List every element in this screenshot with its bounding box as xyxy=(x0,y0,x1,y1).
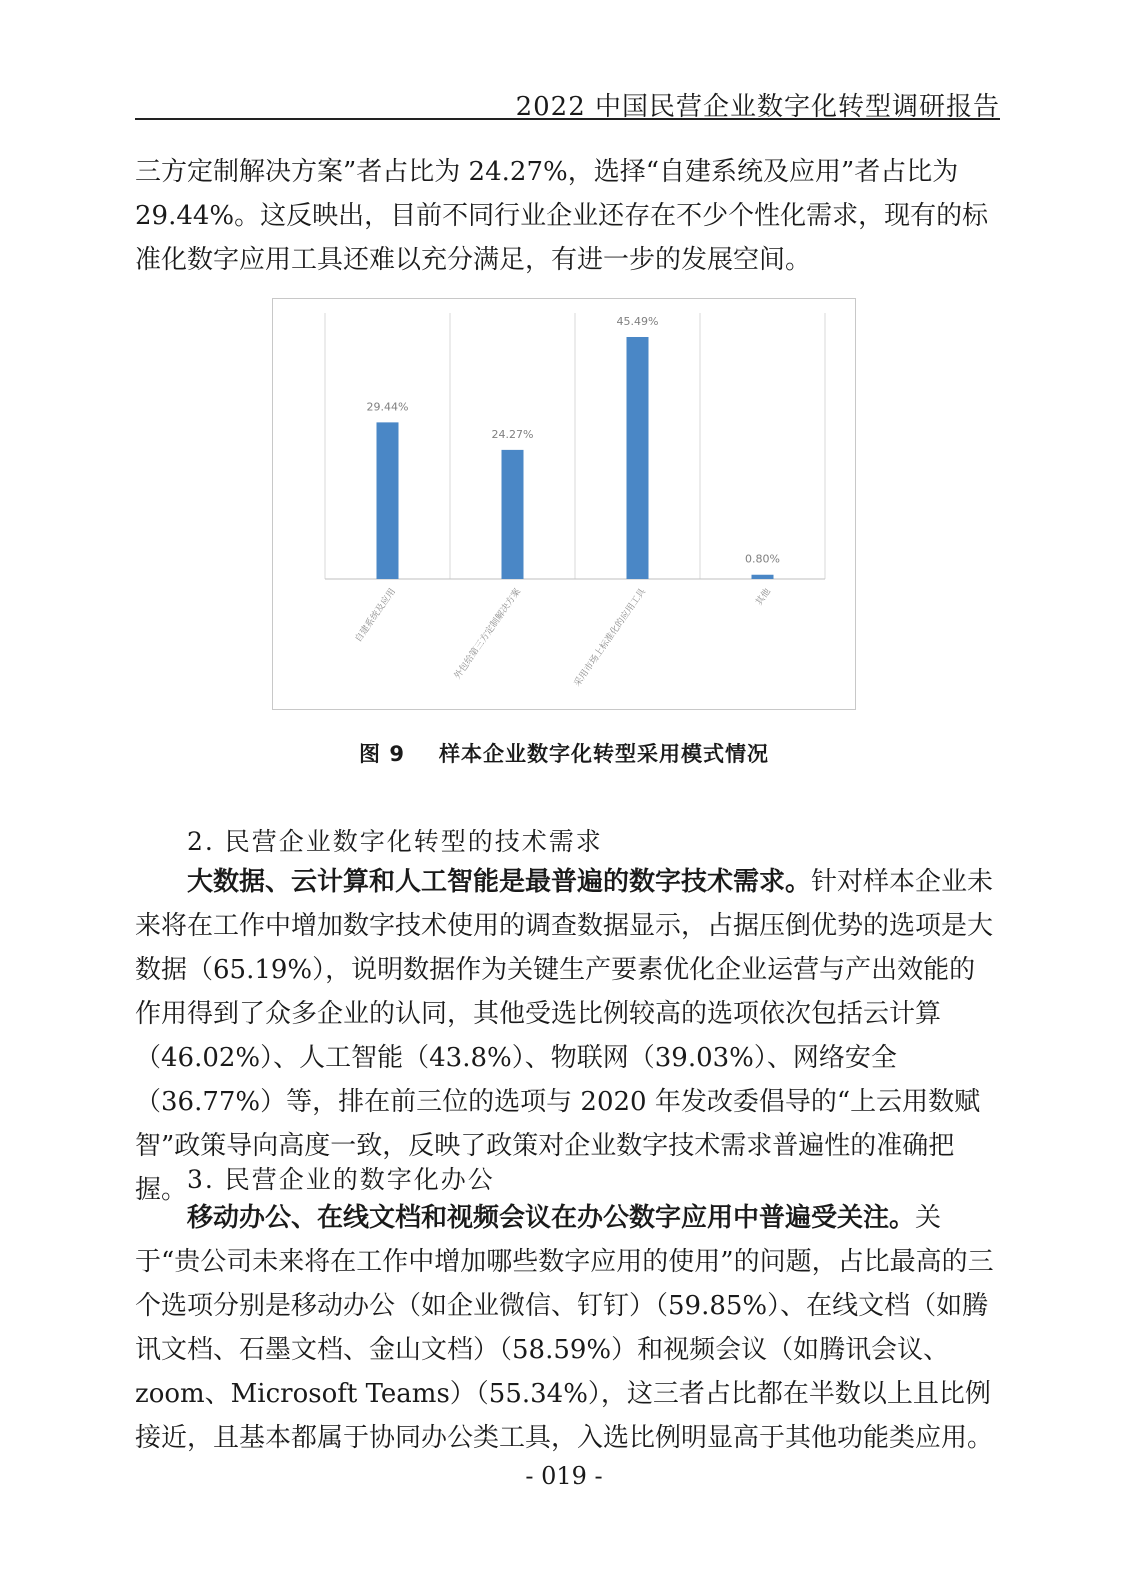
data-label: 29.44% xyxy=(366,400,409,414)
figure-caption xyxy=(0,738,1128,768)
figure-title: 样本企业数字化转型采用模式情况 xyxy=(438,742,769,766)
section-3-paragraph xyxy=(135,1196,1000,1460)
page-number: - 019 - xyxy=(525,1462,603,1490)
category-label: 采用市场上标准化的应用工具 xyxy=(572,586,648,689)
running-header: 2022 中国民营企业数字化转型调研报告 xyxy=(515,92,1000,122)
bar xyxy=(502,450,524,579)
section-3-lead: 移动办公、在线文档和视频会议在办公数字应用中普遍受关注。 xyxy=(187,1203,916,1233)
intro-paragraph: 三方定制解决方案”者占比为 24.27%，选择“自建系统及应用”者占比为 29.44%。这反映出，目前不同行业企业还存在不少个性化需求，现有的标准化数字应用工具还难以充分满足，有进一步的发展空间。 xyxy=(135,157,989,275)
bar xyxy=(752,575,774,579)
section-2-lead: 大数据、云计算和人工智能是最普遍的数字技术需求。 xyxy=(187,867,812,897)
figure-number: 图 9 xyxy=(359,742,405,766)
section-2-heading: 2. 民营企业数字化转型的技术需求 xyxy=(187,827,603,856)
bar xyxy=(377,422,399,579)
section-3-body: 关于“贵公司未来将在工作中增加哪些数字应用的使用”的问题，占比最高的三个选项分别是移动办公（如企业微信、钉钉）（59.85%）、在线文档（如腾讯文档、石墨文档、金山文档）（58.59%）和视频会议（如腾讯会议、zoom、Microsoft Teams）（55.34%），这三者占比都在半数以上且比例接近，且基本都属于协同办公类工具，入选比例明显高于其他功能类应用。 xyxy=(135,1203,994,1453)
data-label: 24.27% xyxy=(491,427,534,441)
section-2-body: 针对样本企业未来将在工作中增加数字技术使用的调查数据显示，占据压倒优势的选项是大数据（65.19%），说明数据作为关键生产要素优化企业运营与产出效能的作用得到了众多企业的认同，其他受选比例较高的选项依次包括云计算（46.02%）、人工智能（43.8%）、物联网（39.03%）、网络安全（36.77%）等，排在前三位的选项与 2020 年发改委倡导的“上云用数赋智”政策导向高度一致，反映了政策对企业数字技术需求普遍性的准确把握。 xyxy=(135,867,994,1205)
category-label: 外包给第三方定制解决方案 xyxy=(452,586,523,682)
bar xyxy=(627,337,649,579)
bar-chart xyxy=(273,299,855,709)
data-label: 45.49% xyxy=(616,314,659,328)
header-rule xyxy=(135,118,1000,120)
figure-9-chart xyxy=(272,298,856,710)
category-label: 其他 xyxy=(754,586,773,608)
category-label: 自建系统及应用 xyxy=(353,586,398,645)
data-label: 0.80% xyxy=(745,552,780,566)
section-3-heading: 3. 民营企业的数字化办公 xyxy=(187,1165,495,1194)
